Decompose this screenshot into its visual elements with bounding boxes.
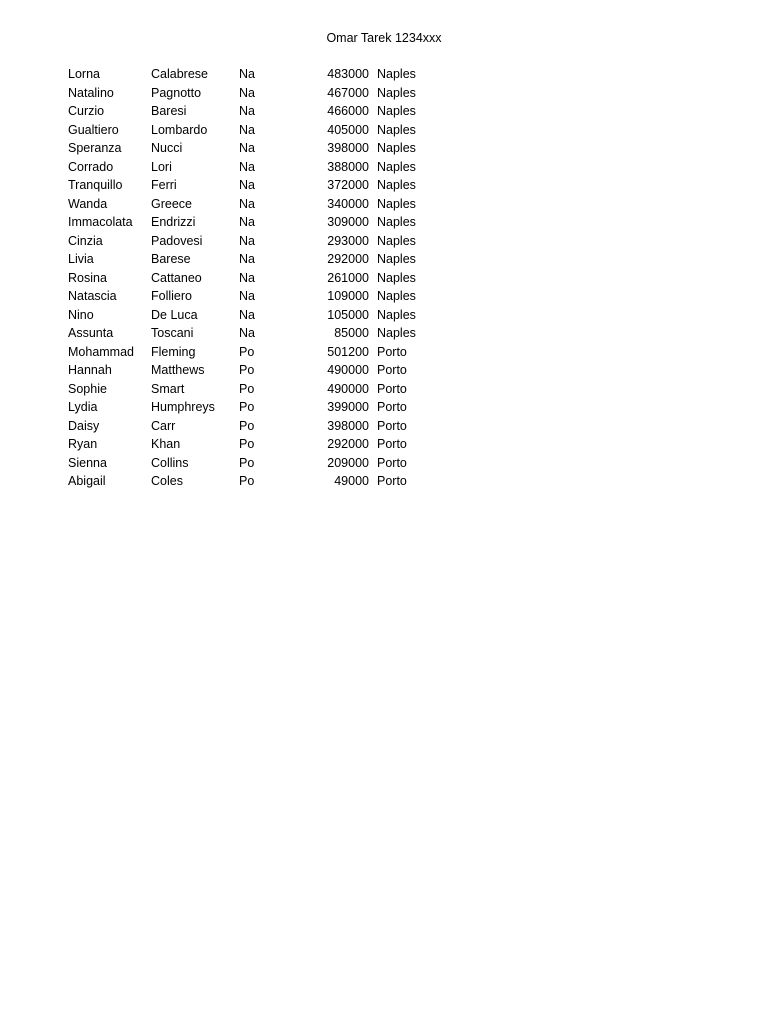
- page-header-title: Omar Tarek 1234xxx: [326, 31, 442, 45]
- last-name-cell: Baresi: [151, 104, 187, 119]
- city-code-cell: Po: [239, 418, 255, 433]
- city-cell: Naples: [377, 289, 416, 304]
- table-row: [64, 343, 441, 362]
- first-name-cell: Curzio: [68, 104, 105, 119]
- first-name-cell: Cinzia: [68, 233, 103, 248]
- amount-cell: 399000: [327, 400, 369, 415]
- amount-cell: 292000: [327, 252, 369, 267]
- city-code-cell: Po: [239, 344, 255, 359]
- amount-cell: 467000: [327, 85, 369, 100]
- last-name-cell: Cattaneo: [151, 270, 202, 285]
- table-row: [64, 454, 441, 473]
- first-name-cell: Mohammad: [68, 344, 134, 359]
- first-name-cell: Nino: [68, 307, 94, 322]
- first-name-cell: Sophie: [68, 381, 107, 396]
- city-cell: Porto: [377, 400, 407, 415]
- table-row: [64, 250, 441, 269]
- first-name-cell: Lorna: [68, 67, 100, 82]
- city-cell: Naples: [377, 141, 416, 156]
- first-name-cell: Abigail: [68, 474, 106, 489]
- last-name-cell: Endrizzi: [151, 215, 196, 230]
- city-cell: Porto: [377, 418, 407, 433]
- city-cell: Naples: [377, 178, 416, 193]
- amount-cell: 261000: [327, 270, 369, 285]
- city-code-cell: Na: [239, 159, 255, 174]
- table-row: [64, 176, 441, 195]
- last-name-cell: Folliero: [151, 289, 192, 304]
- last-name-cell: Greece: [151, 196, 192, 211]
- first-name-cell: Rosina: [68, 270, 107, 285]
- city-code-cell: Na: [239, 178, 255, 193]
- first-name-cell: Assunta: [68, 326, 114, 341]
- city-cell: Naples: [377, 326, 416, 341]
- data-table: [64, 65, 441, 491]
- city-cell: Porto: [377, 437, 407, 452]
- city-code-cell: Po: [239, 455, 255, 470]
- city-code-cell: Na: [239, 196, 255, 211]
- last-name-cell: Toscani: [151, 326, 194, 341]
- first-name-cell: Natascia: [68, 289, 117, 304]
- city-cell: Porto: [377, 455, 407, 470]
- amount-cell: 293000: [327, 233, 369, 248]
- city-cell: Naples: [377, 252, 416, 267]
- table-row: [64, 158, 441, 177]
- amount-cell: 209000: [327, 455, 369, 470]
- table-row: [64, 306, 441, 325]
- last-name-cell: Khan: [151, 437, 181, 452]
- last-name-cell: Smart: [151, 381, 185, 396]
- table-row: [64, 472, 441, 491]
- amount-cell: 490000: [327, 363, 369, 378]
- table-row: [64, 269, 441, 288]
- first-name-cell: Immacolata: [68, 215, 133, 230]
- table-row: [64, 361, 441, 380]
- amount-cell: 340000: [327, 196, 369, 211]
- amount-cell: 398000: [327, 141, 369, 156]
- city-code-cell: Na: [239, 141, 255, 156]
- last-name-cell: Lombardo: [151, 122, 208, 137]
- city-code-cell: Na: [239, 326, 255, 341]
- table-row: [64, 213, 441, 232]
- city-code-cell: Na: [239, 85, 255, 100]
- city-cell: Naples: [377, 104, 416, 119]
- city-cell: Porto: [377, 363, 407, 378]
- last-name-cell: Coles: [151, 474, 183, 489]
- city-cell: Naples: [377, 122, 416, 137]
- city-cell: Naples: [377, 270, 416, 285]
- city-cell: Porto: [377, 344, 407, 359]
- last-name-cell: Fleming: [151, 344, 196, 359]
- last-name-cell: Lori: [151, 159, 172, 174]
- first-name-cell: Livia: [68, 252, 94, 267]
- amount-cell: 105000: [327, 307, 369, 322]
- amount-cell: 466000: [327, 104, 369, 119]
- city-code-cell: Po: [239, 381, 255, 396]
- last-name-cell: Padovesi: [151, 233, 203, 248]
- amount-cell: 388000: [327, 159, 369, 174]
- last-name-cell: Collins: [151, 455, 189, 470]
- table-row: [64, 84, 441, 103]
- city-cell: Naples: [377, 67, 416, 82]
- city-code-cell: Na: [239, 215, 255, 230]
- amount-cell: 501200: [327, 344, 369, 359]
- table-row: [64, 102, 441, 121]
- city-cell: Naples: [377, 196, 416, 211]
- last-name-cell: Barese: [151, 252, 191, 267]
- amount-cell: 85000: [334, 326, 369, 341]
- table-body: [64, 65, 441, 491]
- first-name-cell: Corrado: [68, 159, 114, 174]
- city-code-cell: Po: [239, 400, 255, 415]
- first-name-cell: Hannah: [68, 363, 112, 378]
- table-row: [64, 435, 441, 454]
- first-name-cell: Sienna: [68, 455, 107, 470]
- city-code-cell: Na: [239, 289, 255, 304]
- city-code-cell: Na: [239, 270, 255, 285]
- amount-cell: 292000: [327, 437, 369, 452]
- table-row: [64, 121, 441, 140]
- city-cell: Naples: [377, 233, 416, 248]
- city-code-cell: Na: [239, 104, 255, 119]
- city-code-cell: Na: [239, 67, 255, 82]
- city-cell: Naples: [377, 307, 416, 322]
- first-name-cell: Speranza: [68, 141, 122, 156]
- last-name-cell: De Luca: [151, 307, 198, 322]
- first-name-cell: Daisy: [68, 418, 100, 433]
- amount-cell: 372000: [327, 178, 369, 193]
- table-row: [64, 398, 441, 417]
- amount-cell: 49000: [334, 474, 369, 489]
- first-name-cell: Wanda: [68, 196, 108, 211]
- first-name-cell: Gualtiero: [68, 122, 119, 137]
- table-row: [64, 417, 441, 436]
- city-cell: Naples: [377, 215, 416, 230]
- table-row: [64, 287, 441, 306]
- city-code-cell: Po: [239, 363, 255, 378]
- first-name-cell: Natalino: [68, 85, 114, 100]
- table-row: [64, 139, 441, 158]
- amount-cell: 309000: [327, 215, 369, 230]
- last-name-cell: Matthews: [151, 363, 205, 378]
- amount-cell: 405000: [327, 122, 369, 137]
- table-row: [64, 232, 441, 251]
- last-name-cell: Carr: [151, 418, 176, 433]
- amount-cell: 490000: [327, 381, 369, 396]
- first-name-cell: Tranquillo: [68, 178, 123, 193]
- table-row: [64, 195, 441, 214]
- table-row: [64, 65, 441, 84]
- city-code-cell: Po: [239, 437, 255, 452]
- last-name-cell: Nucci: [151, 141, 183, 156]
- amount-cell: 109000: [327, 289, 369, 304]
- first-name-cell: Lydia: [68, 400, 98, 415]
- table-row: [64, 324, 441, 343]
- city-code-cell: Po: [239, 474, 255, 489]
- city-cell: Naples: [377, 159, 416, 174]
- first-name-cell: Ryan: [68, 437, 98, 452]
- city-cell: Porto: [377, 474, 407, 489]
- city-code-cell: Na: [239, 252, 255, 267]
- city-code-cell: Na: [239, 233, 255, 248]
- city-code-cell: Na: [239, 307, 255, 322]
- last-name-cell: Ferri: [151, 178, 177, 193]
- amount-cell: 483000: [327, 67, 369, 82]
- city-code-cell: Na: [239, 122, 255, 137]
- city-cell: Naples: [377, 85, 416, 100]
- last-name-cell: Calabrese: [151, 67, 208, 82]
- table-row: [64, 380, 441, 399]
- last-name-cell: Humphreys: [151, 400, 215, 415]
- last-name-cell: Pagnotto: [151, 85, 202, 100]
- amount-cell: 398000: [327, 418, 369, 433]
- city-cell: Porto: [377, 381, 407, 396]
